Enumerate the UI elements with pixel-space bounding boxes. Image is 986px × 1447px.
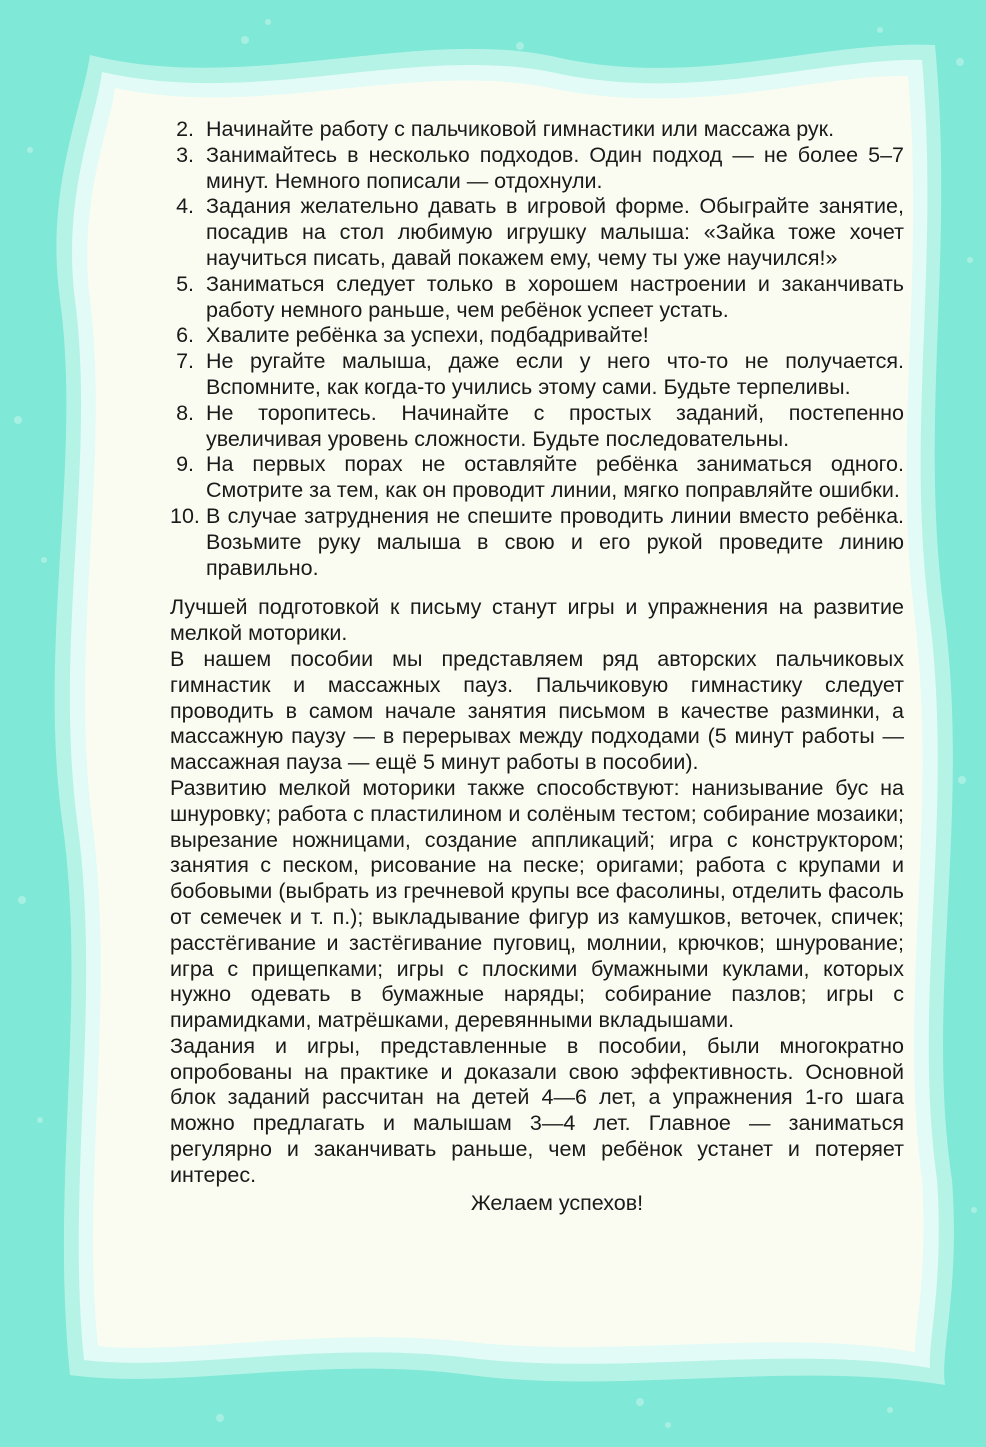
tip-text: В случае затруднения не спешите проводить линии вместо ребёнка. Возьмите руку малыша в свою и его рукой проведите линию правильно. xyxy=(206,503,904,580)
tip-item-5 xyxy=(170,272,904,324)
tip-item-2 xyxy=(170,117,904,143)
tip-number: 9. xyxy=(176,452,194,477)
paragraph-motor-skills: Развитию мелкой моторики также способствуют: нанизывание бус на шнуровку; работа с пластилином и солёным тестом; собирание мозаики; вырезание ножницами, создание аппликаций; игра с конструктором; занятия с песком, рисование на песке; оригами; работа с крупами и бобовыми (выбрать из гречневой крупы все фасолины, отделить фасоль от семечек и т. п.); выкладывание фигур из камушков, веточек, спичек; расстёгивание и застёгивание пуговиц, молнии, крючков; шнурование; игра с прищепками; игры с плоскими бумажными куклами, которых нужно одевать в бумажные наряды; собирание пазлов; игры с пирамидками, матрёшками, деревянными вкладышами. xyxy=(170,775,904,1033)
tip-number: 2. xyxy=(176,117,194,141)
tips-list xyxy=(170,117,904,581)
tip-item-4 xyxy=(170,194,904,271)
tip-item-8 xyxy=(170,401,904,453)
tip-item-10 xyxy=(170,504,904,581)
tip-number: 10. xyxy=(170,503,200,528)
tip-text: На первых порах не оставляйте ребёнка заниматься одного. Смотрите за тем, как он проводит линии, мягко поправляйте ошибки. xyxy=(206,452,904,503)
tip-number: 6. xyxy=(176,323,194,348)
page-text xyxy=(170,117,904,1216)
tip-number: 8. xyxy=(176,400,194,425)
tip-text: Не торопитесь. Начинайте с простых заданий, постепенно увеличивая уровень сложности. Будьте последовательны. xyxy=(206,400,904,451)
paragraph-intro: Лучшей подготовкой к письму станут игры и упражнения на развитие мелкой моторики. xyxy=(170,595,904,646)
tip-number: 5. xyxy=(176,271,194,296)
paragraph-tasks: Задания и игры, представленные в пособии, были многократно опробованы на практике и доказали свою эффективность. Основной блок заданий рассчитан на детей 4—6 лет, а упражнения 1-го шага можно предлагать и малышам 3—4 лет. Главное — заниматься регулярно и заканчивать раньше, чем ребёнок устанет и потеряет интерес. xyxy=(170,1033,904,1187)
tip-text: Задания желательно давать в игровой форме. Обыграйте занятие, посадив на стол любимую игрушку малыша: «Зайка тоже хочет научиться писать, давай покажем ему, чему ты уже научился!» xyxy=(206,194,904,270)
tip-item-9 xyxy=(170,452,904,504)
tip-item-7 xyxy=(170,349,904,401)
body-paragraphs xyxy=(170,595,904,1216)
tip-number: 3. xyxy=(176,142,194,167)
tip-item-6 xyxy=(170,323,904,349)
paragraph-gymnastics: В нашем пособии мы представляем ряд авторских пальчиковых гимнастик и массажных пауз. Пальчиковую гимнастику следует проводить в самом начале занятия письмом в качестве разминки, а массажную паузу — в перерывах между подходами (5 минут работы — массажная пауза — ещё 5 минут работы в пособии). xyxy=(170,646,904,775)
tip-text: Не ругайте малыша, даже если у него что-то не получается. Вспомните, как когда-то учились этому сами. Будьте терпеливы. xyxy=(206,349,904,399)
tip-text: Занимайтесь в несколько подходов. Один подход — не более 5–7 минут. Немного пописали — отдохнули. xyxy=(206,142,904,193)
tip-item-3 xyxy=(170,143,904,195)
closing-wish: Желаем успехов! xyxy=(470,1190,644,1215)
tip-text: Заниматься следует только в хорошем настроении и заканчивать работу немного раньше, чем ребёнок успеет устать. xyxy=(206,271,904,322)
tip-number: 7. xyxy=(176,349,194,374)
tip-text: Начинайте работу с пальчиковой гимнастики или массажа рук. xyxy=(206,117,835,141)
tip-number: 4. xyxy=(176,194,194,219)
tip-text: Хвалите ребёнка за успехи, подбадривайте! xyxy=(206,323,649,348)
